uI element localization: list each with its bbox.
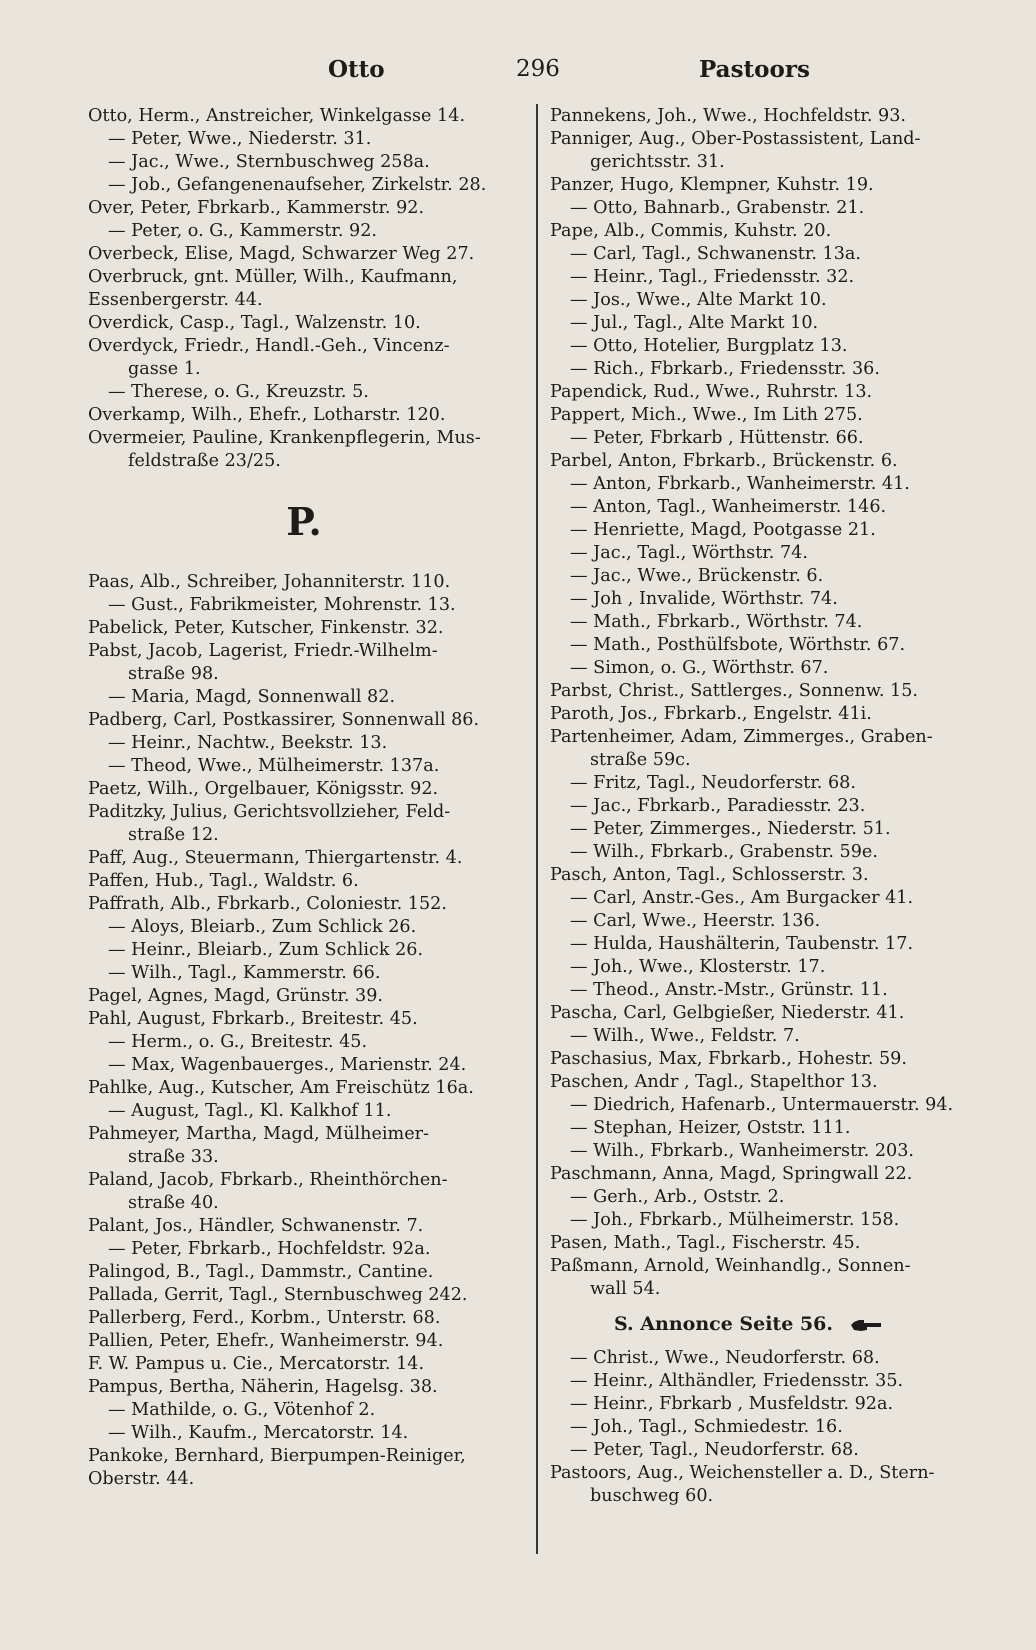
- directory-entry: Paffrath, Alb., Fbrkarb., Coloniestr. 152.: [88, 894, 447, 914]
- directory-entry: — Gust., Fabrikmeister, Mohrenstr. 13.: [108, 595, 456, 615]
- directory-entry: Pankoke, Bernhard, Bierpumpen-Reiniger,: [88, 1446, 466, 1466]
- directory-entry: — Gerh., Arb., Oststr. 2.: [570, 1187, 785, 1207]
- directory-entry: Pabst, Jacob, Lagerist, Friedr.-Wilhelm-: [88, 641, 438, 661]
- directory-entry: Pape, Alb., Commis, Kuhstr. 20.: [550, 221, 832, 241]
- directory-entry: — Jos., Wwe., Alte Markt 10.: [570, 290, 827, 310]
- directory-entry: — Math., Fbrkarb., Wörthstr. 74.: [570, 612, 863, 632]
- directory-entry: Oberstr. 44.: [88, 1469, 195, 1489]
- directory-entry: — Joh , Invalide, Wörthstr. 74.: [570, 589, 838, 609]
- right-entries-before: [550, 105, 982, 1301]
- directory-entry: Parbst, Christ., Sattlerges., Sonnenw. 15.: [550, 681, 918, 701]
- header-last-name: Pastoors: [699, 56, 810, 83]
- directory-entry: — Wilh., Wwe., Feldstr. 7.: [570, 1026, 800, 1046]
- left-entries-before: [88, 105, 520, 473]
- directory-entry: — Peter, Zimmerges., Niederstr. 51.: [570, 819, 891, 839]
- directory-entry: — Jac., Wwe., Brückenstr. 6.: [570, 566, 824, 586]
- directory-entry: Padberg, Carl, Postkassirer, Sonnenwall 86.: [88, 710, 480, 730]
- directory-entry: Overdick, Casp., Tagl., Walzenstr. 10.: [88, 313, 421, 333]
- directory-entry: — Anton, Fbrkarb., Wanheimerstr. 41.: [570, 474, 910, 494]
- directory-entry: Partenheimer, Adam, Zimmerges., Graben-: [550, 727, 933, 747]
- directory-entry: — Diedrich, Hafenarb., Untermauerstr. 94.: [570, 1095, 954, 1115]
- left-column: [88, 105, 520, 1491]
- directory-entry: — Mathilde, o. G., Vötenhof 2.: [108, 1400, 376, 1420]
- directory-entry: Paßmann, Arnold, Weinhandlg., Sonnen-: [550, 1256, 911, 1276]
- directory-entry: — Heinr., Althändler, Friedensstr. 35.: [570, 1371, 904, 1391]
- directory-entry: Pagel, Agnes, Magd, Grünstr. 39.: [88, 986, 384, 1006]
- directory-entry: Papendick, Rud., Wwe., Ruhrstr. 13.: [550, 382, 873, 402]
- directory-entry: — Wilh., Fbrkarb., Wanheimerstr. 203.: [570, 1141, 914, 1161]
- directory-entry: — Stephan, Heizer, Oststr. 111.: [570, 1118, 851, 1138]
- directory-entry: — Peter, Wwe., Niederstr. 31.: [108, 129, 372, 149]
- directory-entry: Paffen, Hub., Tagl., Waldstr. 6.: [88, 871, 359, 891]
- directory-entry: Parbel, Anton, Fbrkarb., Brückenstr. 6.: [550, 451, 898, 471]
- directory-entry: — Heinr., Tagl., Friedensstr. 32.: [570, 267, 855, 287]
- directory-entry: — Jac., Fbrkarb., Paradiesstr. 23.: [570, 796, 866, 816]
- directory-entry: straße 40.: [128, 1193, 219, 1213]
- directory-entry: Paland, Jacob, Fbrkarb., Rheinthörchen-: [88, 1170, 448, 1190]
- directory-entry: — Henriette, Magd, Pootgasse 21.: [570, 520, 876, 540]
- directory-entry: Pastoors, Aug., Weichensteller a. D., Stern-: [550, 1463, 935, 1483]
- directory-entry: Paditzky, Julius, Gerichtsvollzieher, Feld-: [88, 802, 451, 822]
- directory-entry: — Theod., Anstr.-Mstr., Grünstr. 11.: [570, 980, 888, 1000]
- directory-entry: Panzer, Hugo, Klempner, Kuhstr. 19.: [550, 175, 874, 195]
- directory-entry: Paschen, Andr , Tagl., Stapelthor 13.: [550, 1072, 878, 1092]
- directory-entry: Overkamp, Wilh., Ehefr., Lotharstr. 120.: [88, 405, 446, 425]
- directory-entry: Pascha, Carl, Gelbgießer, Niederstr. 41.: [550, 1003, 905, 1023]
- directory-entry: Overmeier, Pauline, Krankenpflegerin, Mus-: [88, 428, 481, 448]
- directory-entry: straße 98.: [128, 664, 219, 684]
- advertisement-notice: [550, 1301, 982, 1347]
- right-entries-after: [550, 1347, 982, 1508]
- left-entries-after: [88, 571, 520, 1491]
- directory-entry: — Peter, Fbrkarb , Hüttenstr. 66.: [570, 428, 864, 448]
- directory-entry: Pampus, Bertha, Näherin, Hagelsg. 38.: [88, 1377, 438, 1397]
- directory-entry: — Wilh., Tagl., Kammerstr. 66.: [108, 963, 381, 983]
- directory-entry: Pahl, August, Fbrkarb., Breitestr. 45.: [88, 1009, 418, 1029]
- directory-entry: Otto, Herm., Anstreicher, Winkelgasse 14.: [88, 106, 466, 126]
- directory-entry: — Joh., Wwe., Klosterstr. 17.: [570, 957, 826, 977]
- page-header: [88, 52, 968, 86]
- directory-entry: — Simon, o. G., Wörthstr. 67.: [570, 658, 829, 678]
- directory-entry: — Heinr., Nachtw., Beekstr. 13.: [108, 733, 388, 753]
- directory-entry: — Otto, Bahnarb., Grabenstr. 21.: [570, 198, 865, 218]
- directory-entry: Pabelick, Peter, Kutscher, Finkenstr. 32.: [88, 618, 444, 638]
- directory-entry: Pahmeyer, Martha, Magd, Mülheimer-: [88, 1124, 429, 1144]
- directory-entry: — Heinr., Bleiarb., Zum Schlick 26.: [108, 940, 424, 960]
- directory-entry: — Math., Posthülfsbote, Wörthstr. 67.: [570, 635, 906, 655]
- directory-entry: Pallada, Gerrit, Tagl., Sternbuschweg 242.: [88, 1285, 468, 1305]
- directory-entry: Panniger, Aug., Ober-Postassistent, Land-: [550, 129, 921, 149]
- directory-entry: Paschasius, Max, Fbrkarb., Hohestr. 59.: [550, 1049, 907, 1069]
- notice-text: S. Annonce Seite 56.: [614, 1313, 833, 1335]
- directory-entry: — Peter, Tagl., Neudorferstr. 68.: [570, 1440, 859, 1460]
- directory-entry: gerichtsstr. 31.: [590, 152, 725, 172]
- directory-entry: — Fritz, Tagl., Neudorferstr. 68.: [570, 773, 856, 793]
- directory-entry: Pahlke, Aug., Kutscher, Am Freischütz 16a.: [88, 1078, 474, 1098]
- directory-entry: — Anton, Tagl., Wanheimerstr. 146.: [570, 497, 887, 517]
- directory-entry: Pallien, Peter, Ehefr., Wanheimerstr. 94.: [88, 1331, 444, 1351]
- column-divider: [536, 104, 538, 1554]
- directory-entry: feldstraße 23/25.: [128, 451, 281, 471]
- directory-entry: — Peter, Fbrkarb., Hochfeldstr. 92a.: [108, 1239, 431, 1259]
- directory-entry: Pannekens, Joh., Wwe., Hochfeldstr. 93.: [550, 106, 906, 126]
- section-letter: P.: [286, 499, 322, 544]
- directory-entry: — Peter, o. G., Kammerstr. 92.: [108, 221, 378, 241]
- directory-entry: — Max, Wagenbauerges., Marienstr. 24.: [108, 1055, 467, 1075]
- directory-entry: — Jul., Tagl., Alte Markt 10.: [570, 313, 819, 333]
- directory-entry: buschweg 60.: [590, 1486, 714, 1506]
- directory-entry: — Carl, Anstr.-Ges., Am Burgacker 41.: [570, 888, 914, 908]
- directory-entry: Overdyck, Friedr., Handl.-Geh., Vincenz-: [88, 336, 450, 356]
- directory-entry: — Carl, Tagl., Schwanenstr. 13a.: [570, 244, 861, 264]
- directory-entry: F. W. Pampus u. Cie., Mercatorstr. 14.: [88, 1354, 425, 1374]
- directory-entry: Essenbergerstr. 44.: [88, 290, 263, 310]
- directory-entry: — Rich., Fbrkarb., Friedensstr. 36.: [570, 359, 880, 379]
- directory-entry: — Heinr., Fbrkarb , Musfeldstr. 92a.: [570, 1394, 894, 1414]
- directory-entry: Over, Peter, Fbrkarb., Kammerstr. 92.: [88, 198, 425, 218]
- directory-entry: Pasen, Math., Tagl., Fischerstr. 45.: [550, 1233, 861, 1253]
- directory-entry: straße 12.: [128, 825, 219, 845]
- directory-entry: Pallerberg, Ferd., Korbm., Unterstr. 68.: [88, 1308, 441, 1328]
- directory-entry: Paff, Aug., Steuermann, Thiergartenstr. 4.: [88, 848, 463, 868]
- directory-entry: — Jac., Wwe., Sternbuschweg 258a.: [108, 152, 430, 172]
- directory-entry: Palingod, B., Tagl., Dammstr., Cantine.: [88, 1262, 434, 1282]
- directory-entry: gasse 1.: [128, 359, 201, 379]
- directory-entry: — Herm., o. G., Breitestr. 45.: [108, 1032, 368, 1052]
- directory-entry: Paas, Alb., Schreiber, Johanniterstr. 110.: [88, 572, 451, 592]
- directory-entry: Paschmann, Anna, Magd, Springwall 22.: [550, 1164, 913, 1184]
- directory-entry: Pappert, Mich., Wwe., Im Lith 275.: [550, 405, 863, 425]
- directory-entry: — Aloys, Bleiarb., Zum Schlick 26.: [108, 917, 417, 937]
- directory-entry: — Theod, Wwe., Mülheimerstr. 137a.: [108, 756, 440, 776]
- directory-entry: — Hulda, Haushälterin, Taubenstr. 17.: [570, 934, 914, 954]
- directory-entry: — Christ., Wwe., Neudorferstr. 68.: [570, 1348, 880, 1368]
- directory-entry: — Joh., Tagl., Schmiedestr. 16.: [570, 1417, 843, 1437]
- directory-entry: straße 33.: [128, 1147, 219, 1167]
- directory-entry: — Otto, Hotelier, Burgplatz 13.: [570, 336, 848, 356]
- directory-entry: — August, Tagl., Kl. Kalkhof 11.: [108, 1101, 392, 1121]
- directory-entry: — Carl, Wwe., Heerstr. 136.: [570, 911, 821, 931]
- directory-entry: — Wilh., Fbrkarb., Grabenstr. 59e.: [570, 842, 878, 862]
- page-number: 296: [516, 56, 560, 82]
- directory-entry: — Therese, o. G., Kreuzstr. 5.: [108, 382, 369, 402]
- header-first-name: Otto: [328, 56, 385, 83]
- directory-entry: — Job., Gefangenenaufseher, Zirkelstr. 28.: [108, 175, 487, 195]
- directory-entry: Palant, Jos., Händler, Schwanenstr. 7.: [88, 1216, 424, 1236]
- directory-entry: Pasch, Anton, Tagl., Schlosserstr. 3.: [550, 865, 869, 885]
- directory-entry: — Maria, Magd, Sonnenwall 82.: [108, 687, 396, 707]
- directory-entry: Paroth, Jos., Fbrkarb., Engelstr. 41i.: [550, 704, 872, 724]
- directory-entry: wall 54.: [590, 1279, 661, 1299]
- pointing-hand-icon: [850, 1317, 882, 1333]
- directory-entry: Overbeck, Elise, Magd, Schwarzer Weg 27.: [88, 244, 475, 264]
- directory-entry: Paetz, Wilh., Orgelbauer, Königsstr. 92.: [88, 779, 439, 799]
- directory-entry: — Wilh., Kaufm., Mercatorstr. 14.: [108, 1423, 409, 1443]
- directory-entry: — Jac., Tagl., Wörthstr. 74.: [570, 543, 808, 563]
- directory-entry: — Joh., Fbrkarb., Mülheimerstr. 158.: [570, 1210, 900, 1230]
- directory-entry: Overbruck, gnt. Müller, Wilh., Kaufmann,: [88, 267, 458, 287]
- right-column: [550, 105, 982, 1508]
- directory-entry: straße 59c.: [590, 750, 691, 770]
